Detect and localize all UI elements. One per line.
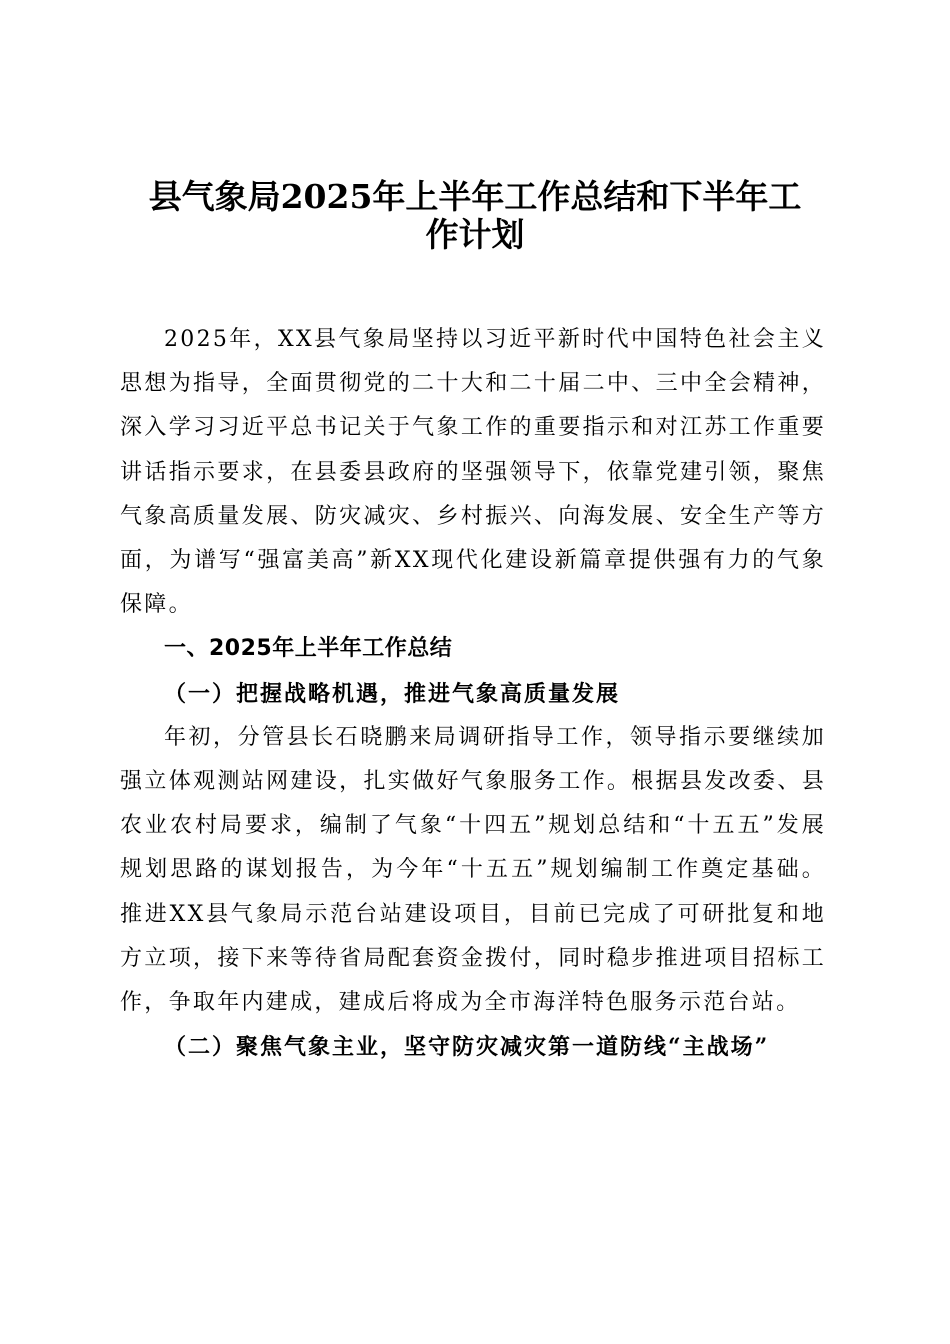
title-line-2: 作计划 (425, 215, 525, 254)
document-body (120, 318, 826, 1069)
document-title (100, 178, 850, 254)
subsection-heading-2: （二）聚焦气象主业，坚守防灾减灾第一道防线“主战场” (164, 1034, 770, 1061)
subsection-heading-1: （一）把握战略机遇，推进气象高质量发展 (164, 680, 621, 707)
section-heading-1: 一、2025年上半年工作总结 (164, 636, 453, 662)
subsection-1-paragraph: 年初，分管县长石晓鹏来局调研指导工作，领导指示要继续加强立体观测站网建设，扎实做好气象服务工作。根据县发改委、县农业农村局要求，编制了气象“十四五”规划总结和“十五五”发展规划思路的谋划报告，为今年“十五五”规划编制工作奠定基础。推进XX县气象局示范台站建设项目，目前已完成了可研批复和地方立项，接下来等待省局配套资金拨付，同时稳步推进项目招标工作，争取年内建成，建成后将成为全市海洋特色服务示范台站。 (120, 724, 826, 1016)
title-line-1: 县气象局2025年上半年工作总结和下半年工 (148, 177, 802, 216)
intro-paragraph: 2025年，XX县气象局坚持以习近平新时代中国特色社会主义思想为指导，全面贯彻党的二十大和二十届二中、三中全会精神，深入学习习近平总书记关于气象工作的重要指示和对江苏工作重要讲话指示要求，在县委县政府的坚强领导下，依靠党建引领，聚焦气象高质量发展、防灾减灾、乡村振兴、向海发展、安全生产等方面，为谱写“强富美高”新XX现代化建设新篇章提供强有力的气象保障。 (120, 327, 826, 618)
